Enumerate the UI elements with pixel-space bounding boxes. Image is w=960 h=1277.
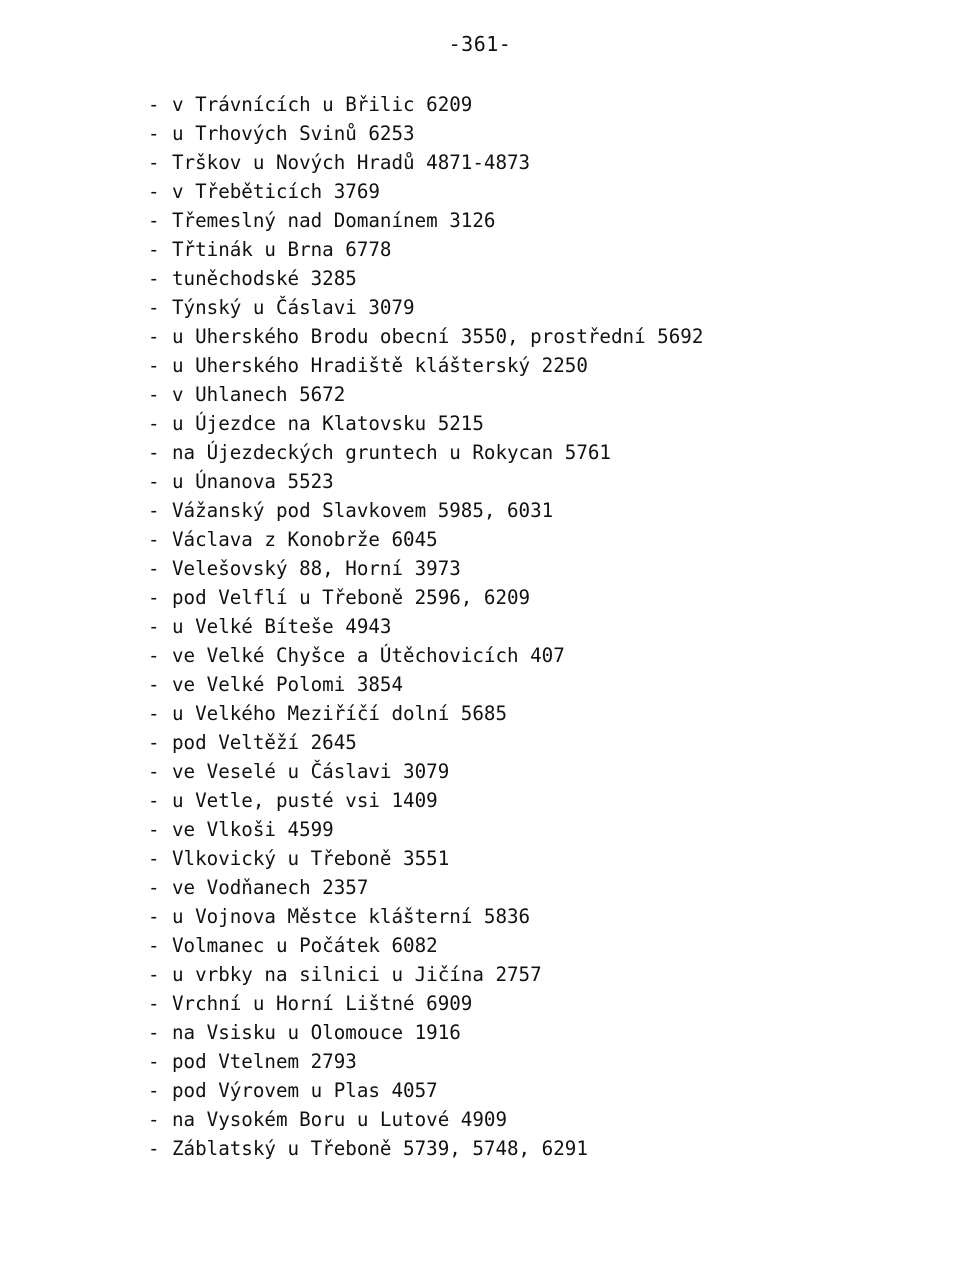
list-item (148, 931, 703, 960)
list-item (148, 119, 703, 148)
list-item (148, 1105, 703, 1134)
entry-text: ve Vlkoši 4599 (172, 818, 334, 841)
entry-text: Velešovský 88, Horní 3973 (172, 557, 461, 580)
entry-dash: - (148, 354, 160, 377)
list-item (148, 322, 703, 351)
entry-dash: - (148, 470, 160, 493)
entry-text: u Uherského Hradiště klášterský 2250 (172, 354, 588, 377)
entry-text: Václava z Konobrže 6045 (172, 528, 438, 551)
entry-text: ve Velké Polomi 3854 (172, 673, 404, 696)
entry-dash: - (148, 731, 160, 754)
list-item (148, 844, 703, 873)
entry-text: u Vetle, pusté vsi 1409 (172, 789, 438, 812)
list-item (148, 583, 703, 612)
entry-dash: - (148, 151, 160, 174)
list-item (148, 815, 703, 844)
entry-dash: - (148, 1021, 160, 1044)
entry-dash: - (148, 905, 160, 928)
entry-dash: - (148, 383, 160, 406)
entry-dash: - (148, 528, 160, 551)
list-item (148, 554, 703, 583)
list-item (148, 786, 703, 815)
list-item (148, 380, 703, 409)
list-item (148, 148, 703, 177)
entry-text: u Uherského Brodu obecní 3550, prostřední 5692 (172, 325, 704, 348)
entry-dash: - (148, 644, 160, 667)
entry-text: na Vsisku u Olomouce 1916 (172, 1021, 461, 1044)
entry-dash: - (148, 441, 160, 464)
entry-text: Volmanec u Počátek 6082 (172, 934, 438, 957)
entry-dash: - (148, 1050, 160, 1073)
entry-text: u Trhových Svinů 6253 (172, 122, 415, 145)
entry-text: v Třeběticích 3769 (172, 180, 380, 203)
entry-dash: - (148, 499, 160, 522)
entry-dash: - (148, 180, 160, 203)
entry-text: u Únanova 5523 (172, 470, 334, 493)
entry-dash: - (148, 992, 160, 1015)
list-item (148, 496, 703, 525)
entry-text: ve Veselé u Čáslavi 3079 (172, 760, 450, 783)
entry-text: v Uhlanech 5672 (172, 383, 346, 406)
list-item (148, 438, 703, 467)
entry-dash: - (148, 93, 160, 116)
list-item (148, 235, 703, 264)
list-item (148, 989, 703, 1018)
entry-dash: - (148, 760, 160, 783)
list-item (148, 641, 703, 670)
entry-dash: - (148, 122, 160, 145)
entry-text: pod Vtelnem 2793 (172, 1050, 357, 1073)
entry-dash: - (148, 325, 160, 348)
list-item (148, 1047, 703, 1076)
list-item (148, 873, 703, 902)
entry-text: u vrbky na silnici u Jičína 2757 (172, 963, 542, 986)
entry-dash: - (148, 557, 160, 580)
list-item (148, 757, 703, 786)
list-item (148, 902, 703, 931)
entry-dash: - (148, 847, 160, 870)
list-item (148, 1018, 703, 1047)
list-item (148, 467, 703, 496)
list-item (148, 206, 703, 235)
entry-text: pod Veltěží 2645 (172, 731, 357, 754)
entry-dash: - (148, 963, 160, 986)
entry-dash: - (148, 412, 160, 435)
list-item (148, 960, 703, 989)
entry-dash: - (148, 1137, 160, 1160)
entry-dash: - (148, 934, 160, 957)
entry-text: u Velkého Meziříčí dolní 5685 (172, 702, 508, 725)
list-item (148, 525, 703, 554)
entry-text: na Vysokém Boru u Lutové 4909 (172, 1108, 508, 1131)
entry-dash: - (148, 818, 160, 841)
entry-dash: - (148, 267, 160, 290)
list-item (148, 177, 703, 206)
entry-dash: - (148, 1079, 160, 1102)
entry-text: u Velké Bíteše 4943 (172, 615, 392, 638)
list-item (148, 1134, 703, 1163)
entry-dash: - (148, 238, 160, 261)
entry-text: ve Velké Chyšce a Útěchovicích 407 (172, 644, 565, 667)
entry-dash: - (148, 586, 160, 609)
list-item (148, 1076, 703, 1105)
entry-text: u Újezdce na Klatovsku 5215 (172, 412, 484, 435)
entry-text: ve Vodňanech 2357 (172, 876, 369, 899)
entry-text: tuněchodské 3285 (172, 267, 357, 290)
entry-text: Vlkovický u Třeboně 3551 (172, 847, 450, 870)
entry-text: v Trávnících u Břilic 6209 (172, 93, 473, 116)
list-item (148, 728, 703, 757)
list-item (148, 612, 703, 641)
entry-list (148, 90, 703, 1163)
page-number: -361- (448, 32, 512, 56)
entry-dash: - (148, 1108, 160, 1131)
list-item (148, 670, 703, 699)
entry-text: u Vojnova Městce klášterní 5836 (172, 905, 531, 928)
entry-text: Trškov u Nových Hradů 4871-4873 (172, 151, 531, 174)
entry-text: Záblatský u Třeboně 5739, 5748, 6291 (172, 1137, 588, 1160)
entry-text: Třtinák u Brna 6778 (172, 238, 392, 261)
entry-dash: - (148, 702, 160, 725)
list-item (148, 699, 703, 728)
entry-dash: - (148, 876, 160, 899)
list-item (148, 409, 703, 438)
entry-dash: - (148, 789, 160, 812)
list-item (148, 351, 703, 380)
entry-text: na Újezdeckých gruntech u Rokycan 5761 (172, 441, 611, 464)
entry-text: pod Velflí u Třeboně 2596, 6209 (172, 586, 531, 609)
entry-text: pod Výrovem u Plas 4057 (172, 1079, 438, 1102)
entry-text: Týnský u Čáslavi 3079 (172, 296, 415, 319)
list-item (148, 90, 703, 119)
entry-dash: - (148, 615, 160, 638)
entry-dash: - (148, 209, 160, 232)
entry-text: Vážanský pod Slavkovem 5985, 6031 (172, 499, 554, 522)
entry-text: Vrchní u Horní Lištné 6909 (172, 992, 473, 1015)
entry-dash: - (148, 673, 160, 696)
list-item (148, 264, 703, 293)
entry-text: Třemeslný nad Domanínem 3126 (172, 209, 496, 232)
entry-dash: - (148, 296, 160, 319)
list-item (148, 293, 703, 322)
